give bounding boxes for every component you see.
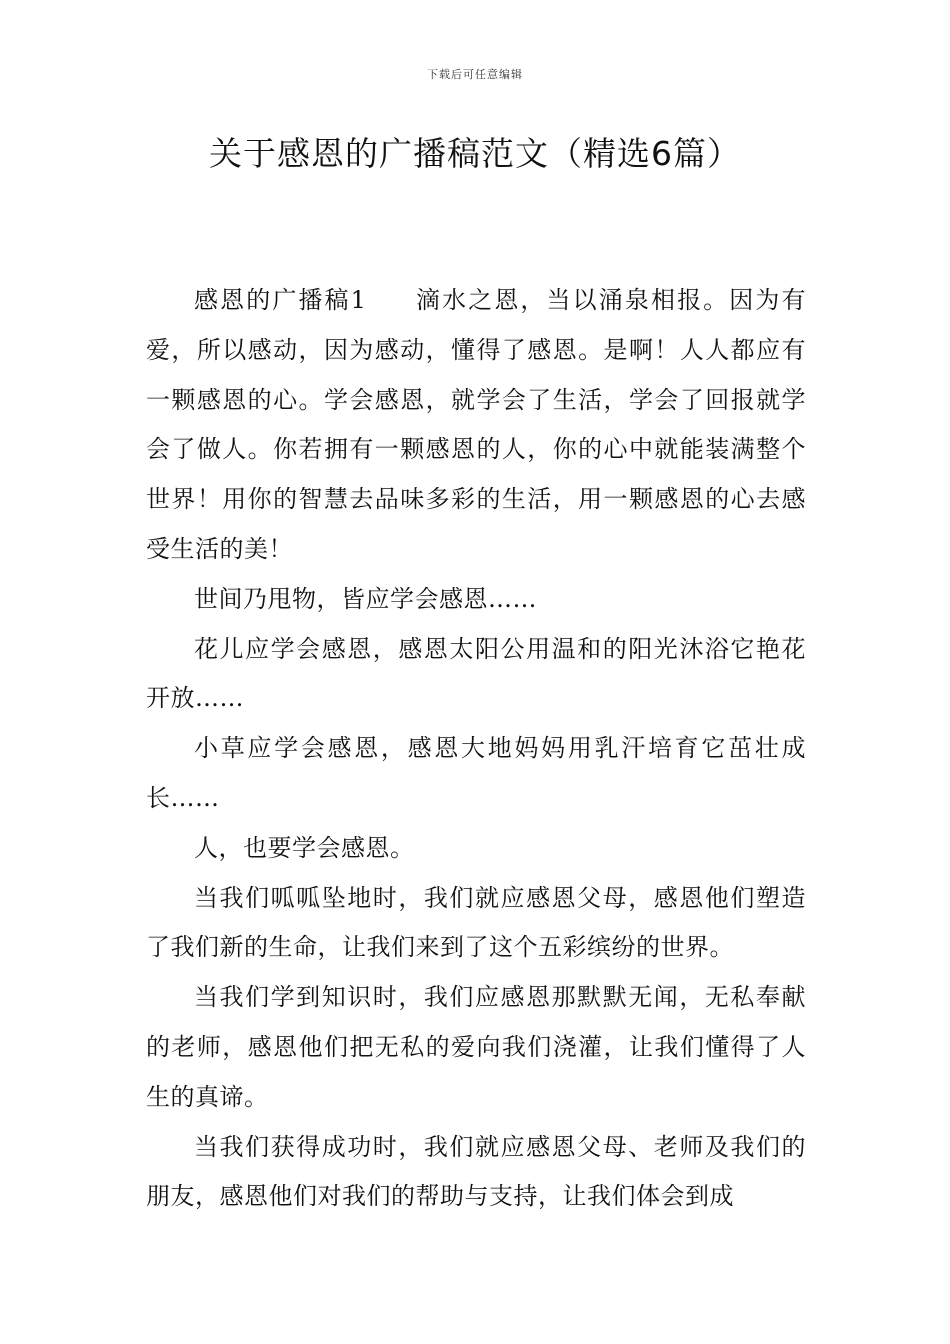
paragraph-7: 当我们学到知识时，我们应感恩那默默无闻，无私奉献的老师，感恩他们把无私的爱向我们浇灌，让我们懂得了人生的真谛。 <box>146 983 806 1111</box>
document-title: 关于感恩的广播稿范文（精选6篇） <box>209 134 741 173</box>
document-body <box>146 276 806 1222</box>
paragraph-2: 世间乃甩物，皆应学会感恩…… <box>194 584 537 613</box>
paragraph-6: 当我们呱呱坠地时，我们就应感恩父母，感恩他们塑造了我们新的生命，让我们来到了这个五彩缤纷的世界。 <box>146 883 806 962</box>
header-note: 下载后可任意编辑 <box>427 68 523 81</box>
paragraph-text: 滴水之恩，当以涌泉相报。因为有爱，所以感动，因为感动，懂得了感恩。是啊！人人都应有一颗感恩的心。学会感恩，就学会了生活，学会了回报就学会了做人。你若拥有一颗感恩的人，你的心中就能装满整个世界！用你的智慧去品味多彩的生活，用一颗感恩的心去感受生活的美！ <box>146 286 806 563</box>
paragraph-8: 当我们获得成功时，我们就应感恩父母、老师及我们的朋友，感恩他们对我们的帮助与支持，让我们体会到成 <box>146 1132 806 1211</box>
paragraph-1 <box>146 276 806 575</box>
section-label: 感恩的广播稿1 <box>194 286 367 314</box>
paragraph-3: 花儿应学会感恩，感恩太阳公用温和的阳光沐浴它艳花开放…… <box>146 634 806 713</box>
paragraph-5: 人，也要学会感恩。 <box>194 833 415 862</box>
paragraph-4: 小草应学会感恩，感恩大地妈妈用乳汗培育它茁壮成长…… <box>146 734 806 812</box>
